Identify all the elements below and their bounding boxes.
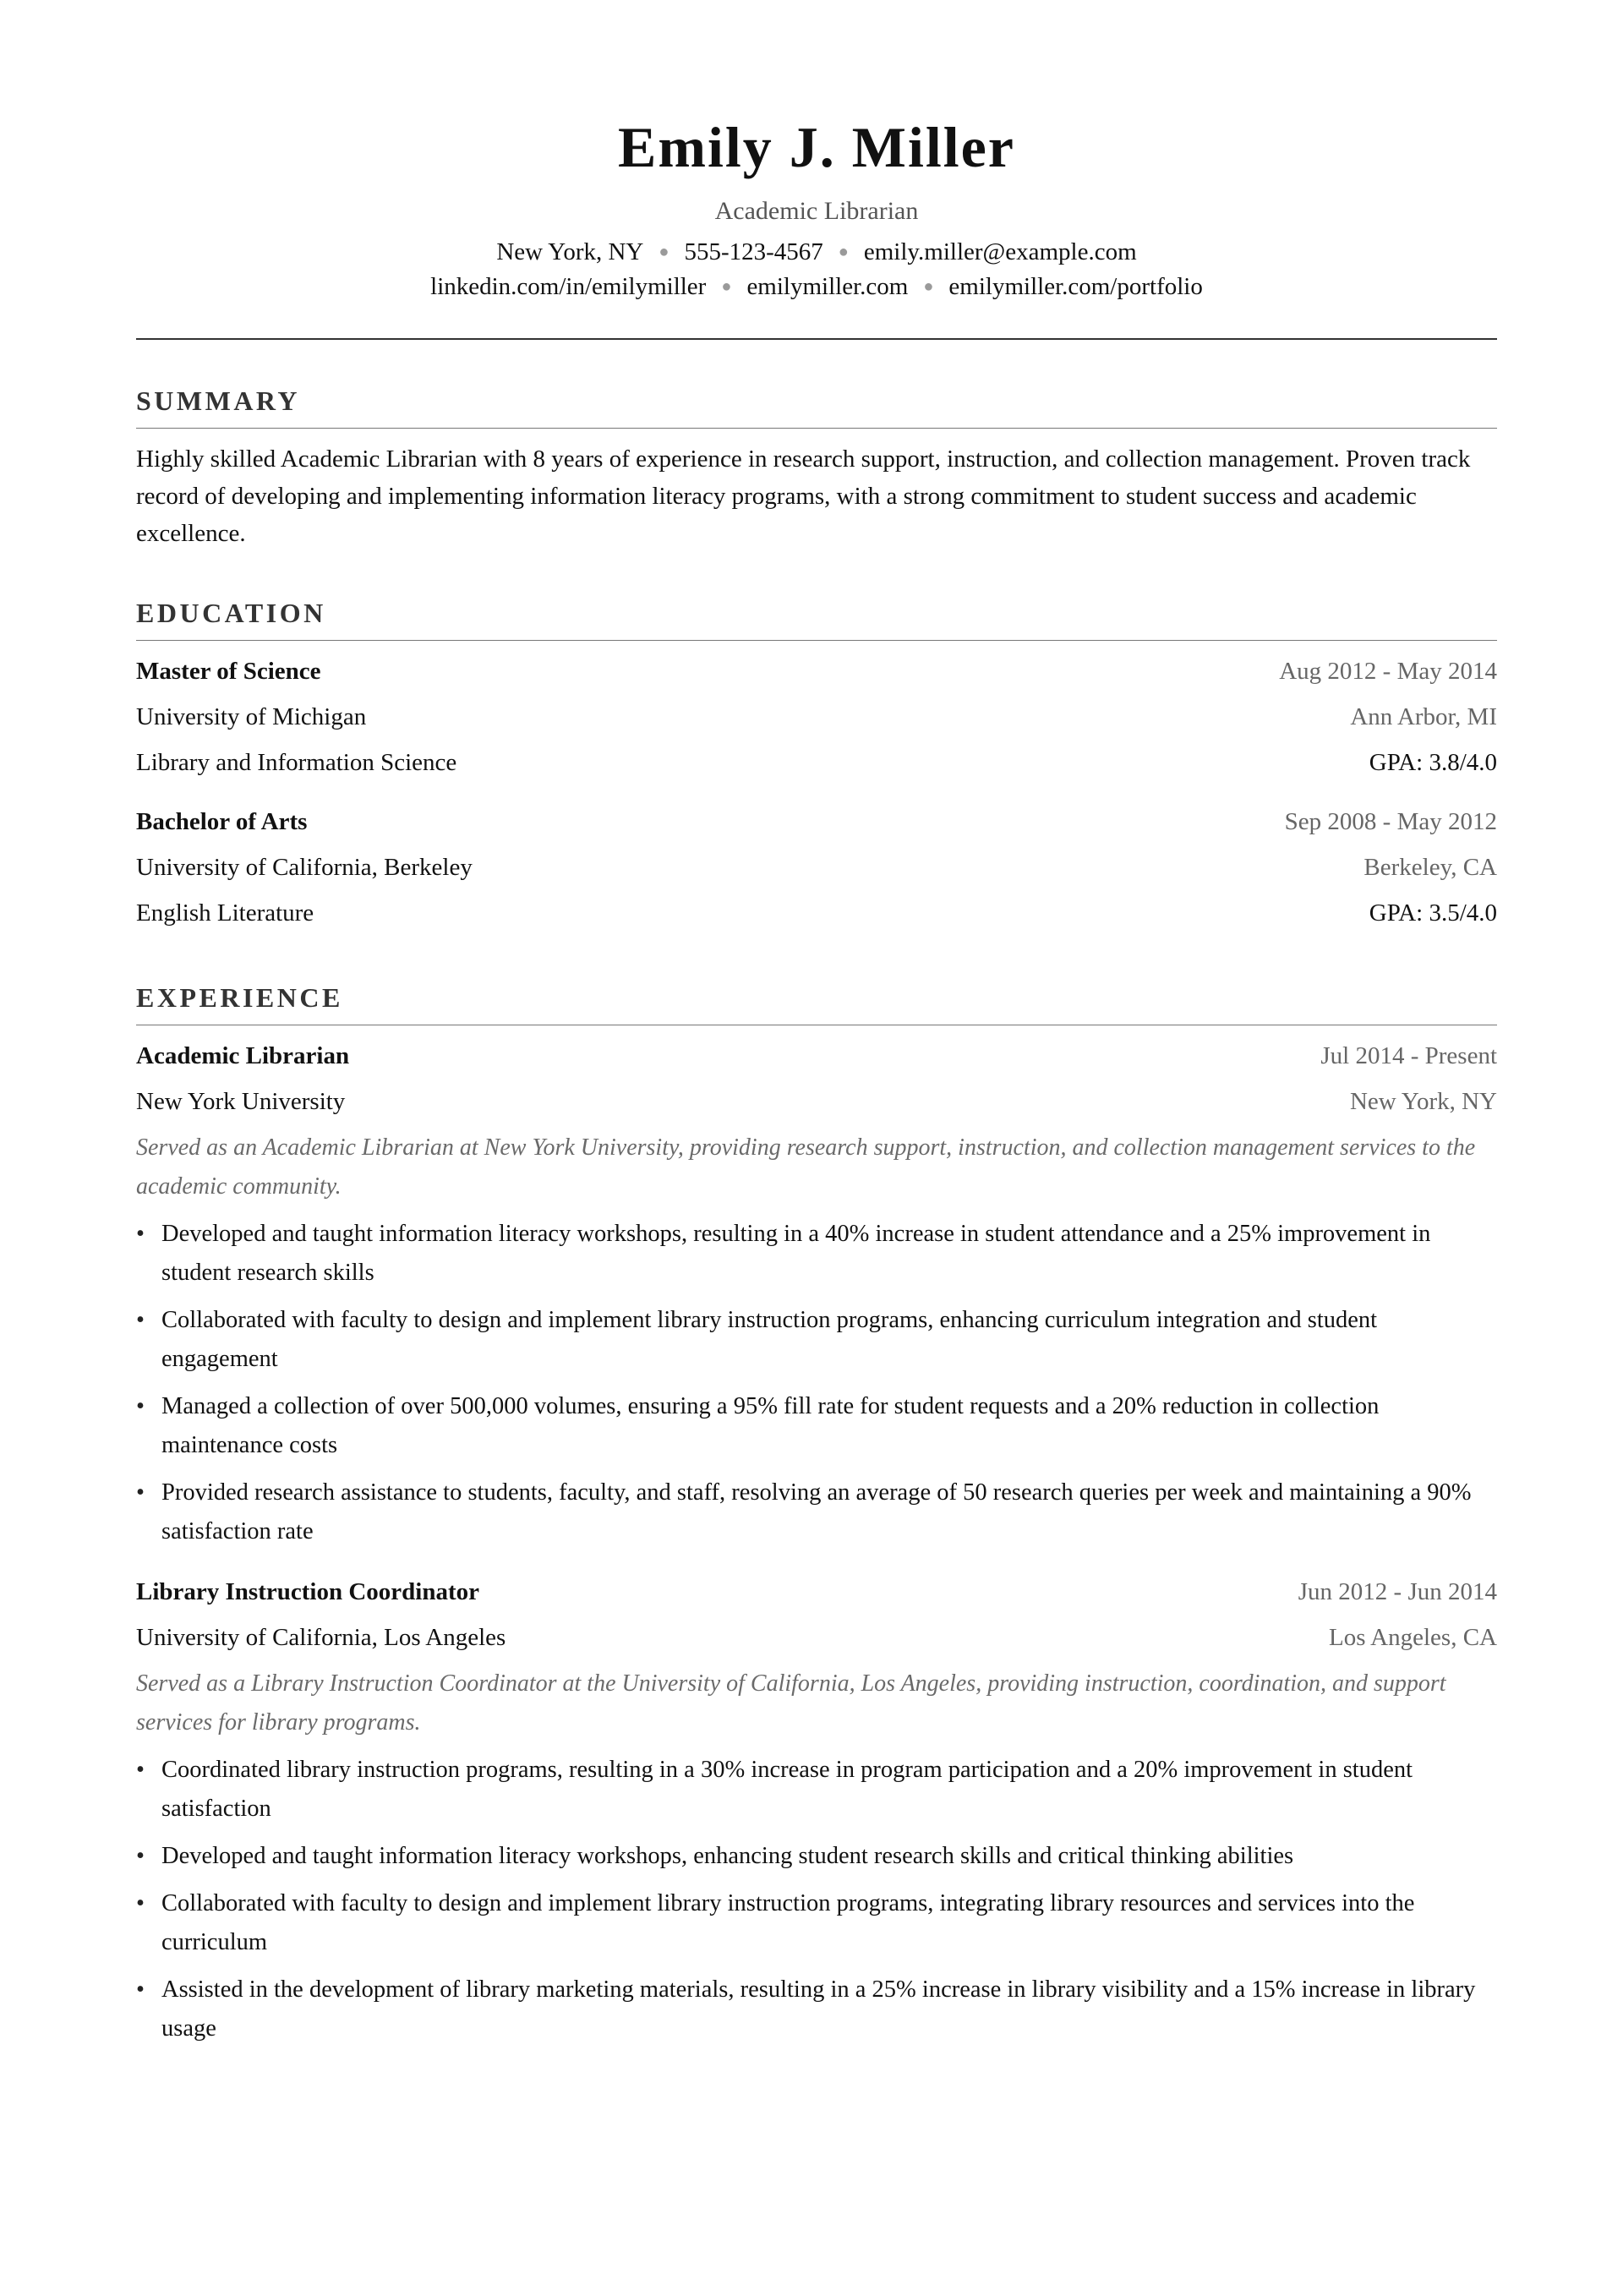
experience-org: University of California, Los Angeles — [136, 1624, 506, 1651]
education-row-school — [136, 698, 1497, 735]
education-dates: Sep 2008 - May 2012 — [1284, 808, 1497, 835]
education-entry — [136, 653, 1497, 781]
experience-description: Served as an Academic Librarian at New York University, providing research support, instruction, and collection management services to the academic community. — [136, 1134, 1476, 1200]
experience-bullet: • Developed and taught information literacy workshops, resulting in a 40% increase in student attendance and a 25% improvement in student research skills — [136, 1215, 1497, 1293]
contact-location: New York, NY — [496, 238, 644, 265]
education-field: English Literature — [136, 899, 314, 927]
experience-description: Served as a Library Instruction Coordinator at the University of California, Los Angeles, providing instruction, coordination, and support services for library programs. — [136, 1670, 1446, 1736]
experience-bullet: • Provided research assistance to students, faculty, and staff, resolving an average of 50 research queries per week and maintaining a 90% satisfaction rate — [136, 1473, 1497, 1551]
contact-line-primary — [136, 235, 1497, 270]
summary-text: Highly skilled Academic Librarian with 8 years of experience in research support, instruction, and collection management. Proven track record of developing and implementing information literacy programs, with a strong commitment to student success and academic excellence. — [136, 446, 1471, 547]
experience-dates: Jul 2014 - Present — [1320, 1042, 1497, 1069]
experience-bullet: • Coordinated library instruction programs, resulting in a 30% increase in program participation and a 20% improvement in student satisfaction — [136, 1751, 1497, 1829]
separator-dot: ● — [658, 243, 669, 261]
header-divider — [136, 338, 1497, 340]
education-field: Library and Information Science — [136, 749, 457, 776]
education-row-school — [136, 849, 1497, 886]
candidate-title: Academic Librarian — [714, 197, 919, 225]
education-row-field — [136, 894, 1497, 932]
experience-bullet-list — [136, 1751, 1497, 2048]
experience-bullet: • Collaborated with faculty to design and implement library instruction programs, enhancing curriculum integration and student engagement — [136, 1301, 1497, 1379]
contact-linkedin: linkedin.com/in/emilymiller — [430, 273, 707, 300]
section-divider — [136, 640, 1497, 641]
contact-line-links — [136, 270, 1497, 304]
education-row-degree — [136, 803, 1497, 840]
experience-row-org — [136, 1619, 1497, 1656]
experience-bullet-list — [136, 1215, 1497, 1551]
contact-website: emilymiller.com — [746, 273, 909, 300]
education-location: Berkeley, CA — [1363, 854, 1497, 881]
education-section — [136, 596, 1497, 932]
education-school: University of California, Berkeley — [136, 854, 473, 881]
experience-role: Academic Librarian — [136, 1042, 350, 1069]
contact-portfolio: emilymiller.com/portfolio — [948, 273, 1203, 300]
experience-bullet: • Assisted in the development of library marketing materials, resulting in a 25% increase in library visibility and a 15% increase in library usage — [136, 1971, 1497, 2048]
education-degree: Bachelor of Arts — [136, 808, 308, 835]
experience-org: New York University — [136, 1088, 346, 1115]
education-dates: Aug 2012 - May 2014 — [1279, 658, 1497, 685]
experience-row-role — [136, 1037, 1497, 1074]
experience-section — [136, 981, 1497, 2048]
section-heading-experience: EXPERIENCE — [136, 982, 343, 1013]
experience-entry — [136, 1037, 1497, 1551]
separator-dot: ● — [838, 243, 849, 261]
education-school: University of Michigan — [136, 703, 367, 730]
separator-dot: ● — [923, 277, 934, 296]
summary-section — [136, 384, 1497, 552]
candidate-name: Emily J. Miller — [617, 115, 1015, 179]
contact-email: emily.miller@example.com — [863, 238, 1137, 265]
experience-location: Los Angeles, CA — [1329, 1624, 1497, 1651]
experience-row-role — [136, 1573, 1497, 1610]
experience-location: New York, NY — [1349, 1088, 1497, 1115]
education-degree: Master of Science — [136, 658, 321, 685]
contact-phone: 555-123-4567 — [684, 238, 823, 265]
experience-bullet: • Managed a collection of over 500,000 volumes, ensuring a 95% fill rate for student requests and a 20% reduction in collection maintenance costs — [136, 1387, 1497, 1465]
separator-dot: ● — [721, 277, 732, 296]
section-heading-summary: SUMMARY — [136, 385, 301, 416]
education-entry — [136, 803, 1497, 932]
experience-entry — [136, 1573, 1497, 2048]
experience-role: Library Instruction Coordinator — [136, 1578, 479, 1605]
section-divider — [136, 428, 1497, 429]
education-location: Ann Arbor, MI — [1350, 703, 1497, 730]
education-gpa: GPA: 3.8/4.0 — [1369, 749, 1497, 776]
education-row-degree — [136, 653, 1497, 690]
experience-bullet: • Developed and taught information literacy workshops, enhancing student research skills and critical thinking abilities — [136, 1837, 1497, 1876]
education-gpa: GPA: 3.5/4.0 — [1369, 899, 1497, 927]
experience-dates: Jun 2012 - Jun 2014 — [1298, 1578, 1497, 1605]
section-heading-education: EDUCATION — [136, 598, 326, 628]
education-row-field — [136, 744, 1497, 781]
experience-row-org — [136, 1083, 1497, 1120]
resume-header — [136, 0, 1497, 304]
experience-bullet: • Collaborated with faculty to design and implement library instruction programs, integrating library resources and services into the curriculum — [136, 1884, 1497, 1962]
